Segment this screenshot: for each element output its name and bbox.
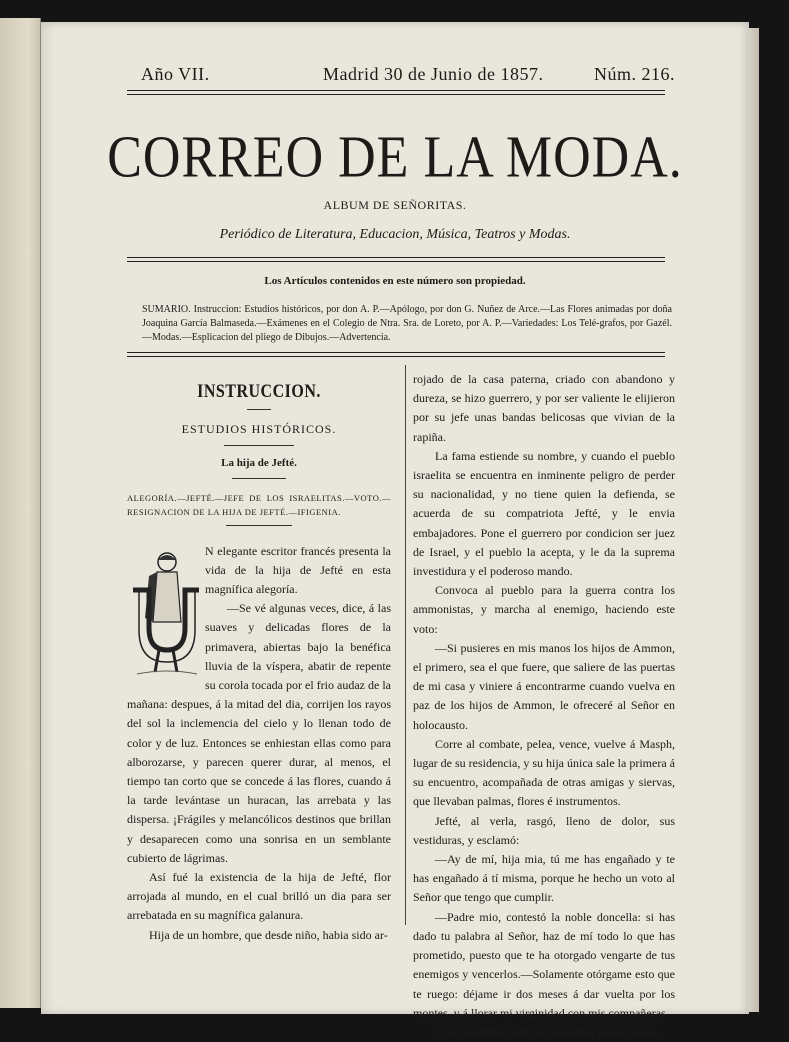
paragraph: Convoca al pueblo para la guerra contra los ammonistas, y marcha al enemigo, haciendo este voto: <box>413 583 675 636</box>
paragraph: Era costumbre entre los israelitas llorar las des- <box>435 1024 663 1039</box>
issue-number: Núm. 216. <box>594 64 675 84</box>
issue-date: Madrid 30 de Junio de 1857. <box>323 64 544 84</box>
summary-block: SUMARIO. Instruccion: Estudios históricos, por don A. P.—Apólogo, por don G. Nuñez de Arce.—Las Flores animadas por doña Joaquina García Balmaseda.—Exámenes en el Colegio de Ntra. Sra. de Loreto, por A. P.—Variedades: Los Telé-grafos, por Gazél.—Modas.—Esplicacion del pliego de Dibujos.—Advertencia. <box>142 304 672 343</box>
paragraph: —Si pusieres en mis manos los hijos de Ammon, el primero, sea el que fuere, que saliere de las puertas de mi casa y viniere á encontrarme cuando vuelva en paz de los hijos de Ammon, le ofreceré al Señor en holocausto. <box>413 640 675 732</box>
left-column <box>127 382 391 945</box>
section-title: INSTRUCCION. <box>197 381 321 402</box>
masthead-subtitle: ALBUM DE SEÑORITAS. <box>323 198 467 212</box>
masthead-tagline: Periódico de Literatura, Educacion, Música, Teatros y Modas. <box>219 227 571 242</box>
right-column <box>413 370 675 1042</box>
paragraph: —Ay de mí, hija mia, tú me has engañado y te has engañado á tí misma, porque he hecho un voto al Señor que tengo que cumplir. <box>413 852 675 905</box>
paragraph: Corre al combate, pelea, vence, vuelve á Masph, lugar de su residencia, y su hija única sale la primera á su encuentro, acompañada de otras amigas y siervas, que llevaban palmas, flores é instrumentos. <box>413 736 675 809</box>
subsection-rule <box>224 445 294 446</box>
paragraph: La fama estiende su nombre, y cuando el pueblo israelita se encuentra en inminente peligro de perder su nacionalidad, y no tiene quien la defienda, se acuerda de su compatriota Jefté, y le envia embajadores. Pone el guerrero por condicion ser juez de Israel, y el pueblo la acepta, y le da la suprema investidura y el poderoso mando. <box>413 448 675 579</box>
paragraph: Así fué la existencia de la hija de Jefté, flor arrojada al mundo, en el cual brilló un dia para ser arrebatada en su magnífica galanura. <box>127 870 391 923</box>
summary-rule <box>127 352 665 357</box>
paragraph: —Se vé algunas veces, dice, á las suaves y delicadas flores de la primavera, abiertas bajo la benéfica lluvia de la víspera, abatir de repente su corola tocada por el frio audaz de la mañana: despues, á la mitad del dia, corrijen los rayos del sol la inclemencia del cielo y lo llenan todo de color y de luz. Entonces se enhiestan ellas como para alborozarse, y parecen querer durar, al menos, el tiempo tan corto que se concede á las flores, cuando á la tarde levántase un huracan, las arrebata y las dispersa. ¡Frágiles y melancólicos destinos que brillan y desaparecen como una sonrisa en un semblante cubierto de lágrimas. <box>127 601 391 865</box>
masthead-rule <box>127 257 665 262</box>
ownership-notice: Los Artículos contenidos en este número son propiedad. <box>264 275 526 287</box>
issue-year: Año VII. <box>141 64 210 84</box>
paragraph: Jefté, al verla, rasgó, lleno de dolor, sus vestiduras, y esclamó: <box>413 813 675 847</box>
story-rule <box>232 478 286 479</box>
story-title: La hija de Jefté. <box>221 457 297 470</box>
paragraph: N elegante escritor francés presenta la vida de la hija de Jefté en esta magnífica alegoría. <box>205 543 391 597</box>
paragraph: —Padre mio, contestó la noble doncella: si has dado tu palabra al Señor, haz de mí todo lo que has prometido, puesto que te ha otorgado vengarte de tus enemigos y vencerlos.—Solamente otórgame esto que te ruego: déjame ir dos meses á dar vuelta por los montes, y á llorar mi virginidad con mis compañeras. <box>413 909 675 1020</box>
page-edge <box>749 28 759 1012</box>
allegory-line: ALEGORÍA.—JEFTÉ.—JEFE DE LOS ISRAELITAS.—VOTO.—RESIGNACION DE LA HIJA DE JEFTÉ.—IFIGENIA. <box>127 492 391 517</box>
section-ornament <box>247 409 271 410</box>
column-divider <box>405 365 406 925</box>
decorated-initial-icon <box>127 542 201 682</box>
newspaper-page <box>41 22 749 1039</box>
header-rule <box>127 90 665 95</box>
left-facing-page <box>0 18 41 1008</box>
paragraph: Hija de un hombre, que desde niño, habia sido ar- <box>149 927 388 942</box>
subsection-title: ESTUDIOS HISTÓRICOS. <box>181 422 337 437</box>
paragraph: rojado de la casa paterna, criado con abandono y dureza, se hizo guerrero, y por ser valiente le elijieron por su jefe unas bandas belicosas que vivian de la rapiña. <box>413 372 675 444</box>
allegory-rule <box>226 525 292 526</box>
masthead-title: CORREO DE LA MODA. <box>107 124 683 191</box>
